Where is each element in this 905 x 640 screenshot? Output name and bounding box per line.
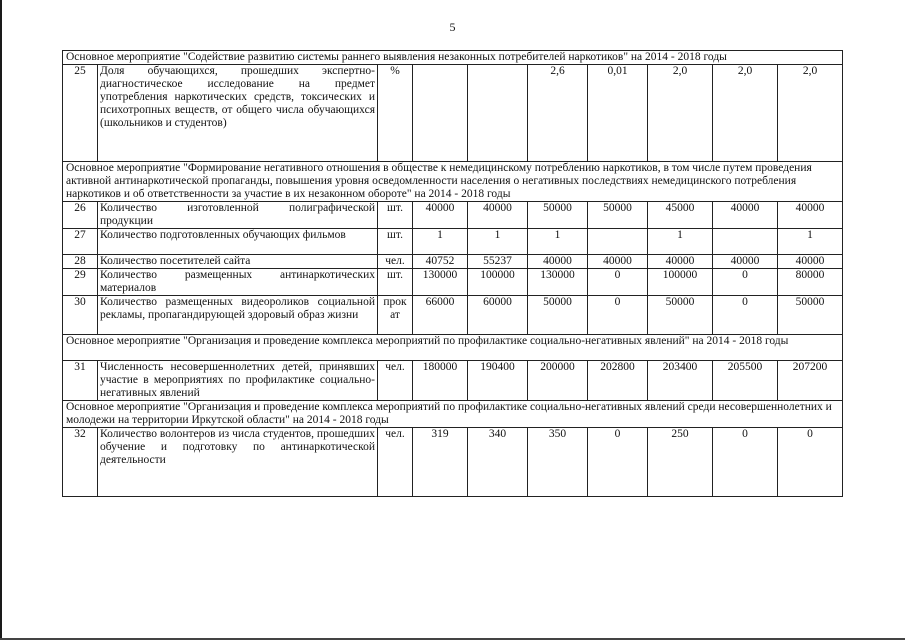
unit-cell: чел. <box>378 361 413 401</box>
row-number: 26 <box>63 202 98 229</box>
value-cell: 60000 <box>468 296 528 335</box>
value-cell: 50000 <box>588 202 648 229</box>
value-cell: 0 <box>713 296 778 335</box>
value-cell: 203400 <box>648 361 713 401</box>
section-header-row <box>63 51 843 65</box>
value-cell: 0 <box>588 269 648 296</box>
indicators-table <box>62 50 843 497</box>
value-cell: 50000 <box>648 296 713 335</box>
value-cell: 0 <box>778 428 843 497</box>
indicator-name: Количество подготовленных обучающих фильмов <box>98 229 378 255</box>
section-title: Основное мероприятие "Организация и проведение комплекса мероприятий по профилактике социально-негативных явлений среди несовершеннолетних и молодежи на территории Иркутской области" на 2014 - 2018 годы <box>63 401 843 428</box>
unit-cell: шт. <box>378 229 413 255</box>
value-cell: 0 <box>588 428 648 497</box>
indicator-name: Количество посетителей сайта <box>98 255 378 269</box>
value-cell: 1 <box>468 229 528 255</box>
value-cell: 50000 <box>528 202 588 229</box>
section-title: Основное мероприятие "Организация и проведение комплекса мероприятий по профилактике социально-негативных явлений" на 2014 - 2018 годы <box>63 335 843 361</box>
value-cell: 50000 <box>528 296 588 335</box>
table-row <box>63 296 843 335</box>
value-cell: 180000 <box>413 361 468 401</box>
value-cell: 45000 <box>648 202 713 229</box>
indicator-name: Численность несовершеннолетних детей, принявших участие в мероприятиях по профилактике социально-негативных явлений <box>98 361 378 401</box>
table-row <box>63 428 843 497</box>
table-row <box>63 255 843 269</box>
unit-cell: шт. <box>378 269 413 296</box>
value-cell: 1 <box>778 229 843 255</box>
unit-cell: % <box>378 65 413 162</box>
section-header-row <box>63 162 843 202</box>
value-cell: 50000 <box>778 296 843 335</box>
value-cell: 2,0 <box>778 65 843 162</box>
value-cell: 2,6 <box>528 65 588 162</box>
table-row <box>63 361 843 401</box>
section-title: Основное мероприятие "Содействие развитию системы раннего выявления незаконных потребителей наркотиков" на 2014 - 2018 годы <box>63 51 843 65</box>
value-cell <box>468 65 528 162</box>
value-cell: 40000 <box>588 255 648 269</box>
unit-cell: прок ат <box>378 296 413 335</box>
indicator-name: Количество размещенных видеороликов социальной рекламы, пропагандирующей здоровый образ жизни <box>98 296 378 335</box>
value-cell: 40000 <box>528 255 588 269</box>
unit-cell: чел. <box>378 255 413 269</box>
value-cell: 0 <box>588 296 648 335</box>
value-cell: 66000 <box>413 296 468 335</box>
row-number: 27 <box>63 229 98 255</box>
value-cell: 200000 <box>528 361 588 401</box>
value-cell: 80000 <box>778 269 843 296</box>
table-row <box>63 65 843 162</box>
value-cell: 0 <box>713 428 778 497</box>
value-cell: 1 <box>648 229 713 255</box>
value-cell: 190400 <box>468 361 528 401</box>
value-cell: 40000 <box>468 202 528 229</box>
row-number: 32 <box>63 428 98 497</box>
section-header-row <box>63 335 843 361</box>
value-cell: 40752 <box>413 255 468 269</box>
value-cell: 202800 <box>588 361 648 401</box>
value-cell: 130000 <box>413 269 468 296</box>
value-cell: 40000 <box>778 255 843 269</box>
indicator-name: Доля обучающихся, прошедших экспертно-диагностическое исследование на предмет употребления наркотических средств, токсических и психотропных веществ, от общего числа обучающихся (школьников и студентов) <box>98 65 378 162</box>
value-cell: 100000 <box>468 269 528 296</box>
value-cell: 350 <box>528 428 588 497</box>
indicator-name: Количество размещенных антинаркотических материалов <box>98 269 378 296</box>
value-cell: 0 <box>713 269 778 296</box>
value-cell <box>713 229 778 255</box>
row-number: 25 <box>63 65 98 162</box>
value-cell: 40000 <box>648 255 713 269</box>
value-cell: 2,0 <box>648 65 713 162</box>
table-row <box>63 202 843 229</box>
value-cell: 1 <box>528 229 588 255</box>
value-cell: 130000 <box>528 269 588 296</box>
value-cell: 0,01 <box>588 65 648 162</box>
row-number: 29 <box>63 269 98 296</box>
value-cell <box>588 229 648 255</box>
row-number: 28 <box>63 255 98 269</box>
unit-cell: шт. <box>378 202 413 229</box>
table-row <box>63 269 843 296</box>
section-header-row <box>63 401 843 428</box>
value-cell: 100000 <box>648 269 713 296</box>
page-number: 5 <box>449 20 456 34</box>
section-title: Основное мероприятие "Формирование негативного отношения в обществе к немедицинскому потреблению наркотиков, в том числе путем проведения активной антинаркотической пропаганды, повышения уровня осведомленности населения о негативных последствиях немедицинского потребления наркотиков и об ответственности за участие в их незаконном обороте" на 2014 - 2018 годы <box>63 162 843 202</box>
value-cell: 205500 <box>713 361 778 401</box>
value-cell: 40000 <box>413 202 468 229</box>
scan-edge-mark <box>0 0 2 640</box>
value-cell: 207200 <box>778 361 843 401</box>
value-cell: 55237 <box>468 255 528 269</box>
value-cell: 40000 <box>778 202 843 229</box>
unit-cell: чел. <box>378 428 413 497</box>
indicator-name: Количество волонтеров из числа студентов, прошедших обучение и подготовку по антинаркотической деятельности <box>98 428 378 497</box>
value-cell: 1 <box>413 229 468 255</box>
row-number: 31 <box>63 361 98 401</box>
value-cell <box>413 65 468 162</box>
table-row <box>63 229 843 255</box>
row-number: 30 <box>63 296 98 335</box>
value-cell: 250 <box>648 428 713 497</box>
value-cell: 40000 <box>713 255 778 269</box>
value-cell: 340 <box>468 428 528 497</box>
value-cell: 2,0 <box>713 65 778 162</box>
value-cell: 40000 <box>713 202 778 229</box>
indicator-name: Количество изготовленной полиграфической продукции <box>98 202 378 229</box>
table-body <box>63 51 843 497</box>
value-cell: 319 <box>413 428 468 497</box>
